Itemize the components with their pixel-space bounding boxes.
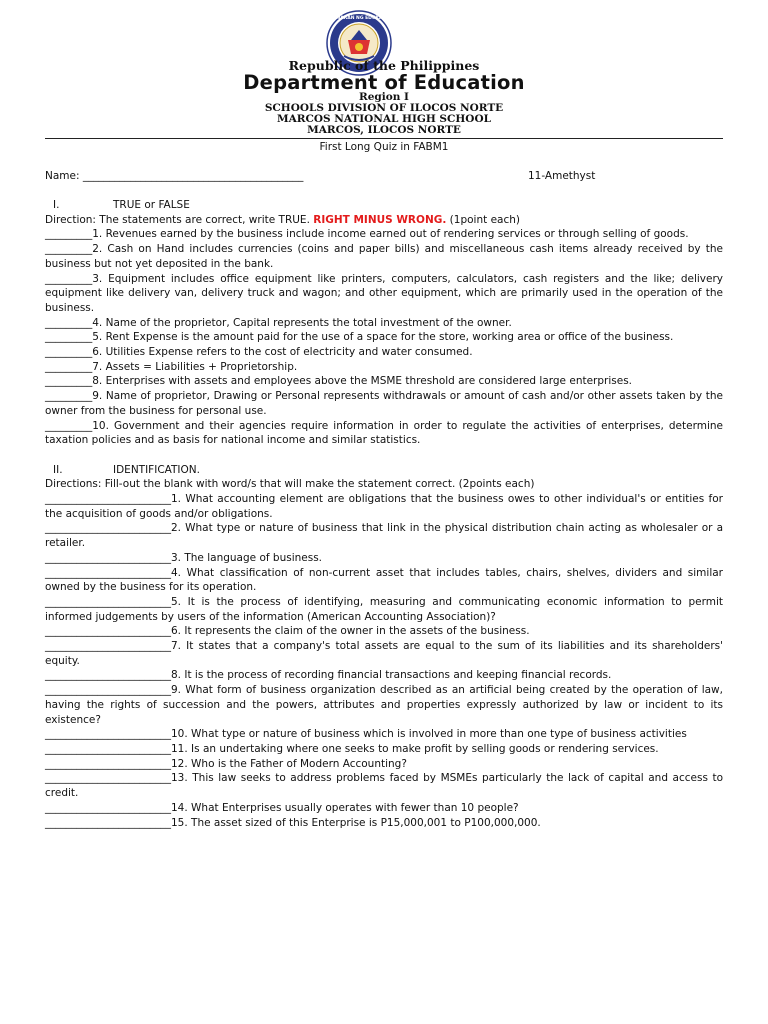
list-item: _________10. Government and their agencies require information in order to regulate the activities of enterprises, determine taxation policies and as basis for national income and similar statistics. (45, 419, 723, 447)
list-item: ________________________7. It states that a company's total assets are equal to the sum of its liabilities and its shareholders' equity. (45, 640, 723, 667)
header-divider (45, 138, 723, 139)
list-item: ________________________14. What Enterprises usually operates with fewer than 10 people? (45, 801, 519, 814)
svg-text:KAGAWARAN NG EDUKASYON: KAGAWARAN NG EDUKASYON (321, 16, 397, 21)
list-item: _________3. Equipment includes office equipment like printers, computers, calculators, cash registers and the like; delivery equipment like delivery van, delivery truck and wagon; and other equipment, which are primarily used in the operation of the business. (45, 272, 723, 314)
list-item: _________9. Name of proprietor, Drawing or Personal represents withdrawals or amount of cash and/or other assets taken by the owner from the business for personal use. (45, 390, 723, 417)
list-item: ________________________1. What accounting element are obligations that the business owes to other individual's or entities for the acquisition of goods and/or obligations. (45, 493, 723, 520)
list-item: ________________________8. It is the process of recording financial transactions and keeping financial records. (45, 669, 612, 682)
list-item: ________________________15. The asset sized of this Enterprise is P15,000,001 to P100,000,000. (45, 816, 541, 829)
school-line: MARCOS NATIONAL HIGH SCHOOL (277, 113, 491, 125)
list-item: _________5. Rent Expense is the amount paid for the use of a space for the store, working area or office of the business. (45, 331, 674, 344)
list-item: ________________________2. What type or nature of business that link in the physical distribution chain acting as wholesaler or a retailer. (45, 522, 723, 550)
list-item: ________________________9. What form of business organization described as an artificial being created by the operation of law, having the rights of succession and the powers, attributes and properties expressly authorized by law or incident to its existence? (45, 684, 723, 726)
scoring-rule: RIGHT MINUS WRONG. (313, 213, 447, 226)
letterhead (0, 59, 768, 136)
part1-heading (45, 198, 723, 213)
part1-number: I. (53, 199, 60, 211)
part2-title: IDENTIFICATION. (113, 463, 200, 476)
list-item: _________8. Enterprises with assets and employees above the MSME threshold are considered large enterprises. (45, 375, 633, 388)
list-item: ________________________6. It represents the claim of the owner in the assets of the business. (45, 625, 530, 638)
list-item: ________________________4. What classification of non-current asset that includes tables, chairs, shelves, dividers and similar owned by the business for its operation. (45, 566, 723, 594)
list-item: ________________________11. Is an undertaking where one seeks to make profit by selling goods or rendering services. (45, 743, 659, 755)
list-item: ________________________12. Who is the Father of Modern Accounting? (45, 757, 407, 770)
part2-items (45, 492, 723, 830)
list-item: _________4. Name of the proprietor, Capital represents the total investment of the owner. (45, 316, 512, 329)
republic-line: Republic of the Philippines (288, 58, 480, 73)
part2-direction: Directions: Fill-out the blank with word/s that will make the statement correct. (2points each) (45, 478, 535, 491)
list-item: ________________________10. What type or nature of business which is involved in more than one type of business activities (45, 728, 687, 741)
region-line: Region I (359, 91, 409, 103)
list-item: ________________________3. The language of business. (45, 551, 323, 564)
department-title: Department of Education (243, 70, 525, 94)
part1-title: TRUE or FALSE (113, 199, 190, 211)
part1-direction-text: Direction: The statements are correct, write TRUE. (45, 213, 314, 226)
quiz-body (45, 198, 723, 830)
list-item: _________6. Utilities Expense refers to the cost of electricity and water consumed. (45, 346, 473, 359)
list-item: _________1. Revenues earned by the business include income earned out of rendering services or through selling of goods. (45, 228, 689, 241)
section-label: 11-Amethyst (528, 170, 596, 182)
part2-number: II. (53, 463, 63, 476)
quiz-title: First Long Quiz in FABM1 (319, 141, 449, 153)
name-field-line: Name: __________________________________________ (45, 170, 304, 182)
list-item: ________________________5. It is the process of identifying, measuring and communicating economic information to permit informed judgements by users of the information (American Accounting Association)? (45, 595, 723, 623)
part1-direction (45, 213, 723, 228)
part1-points: (1point each) (446, 213, 520, 226)
part1-items (45, 227, 723, 448)
list-item: _________2. Cash on Hand includes currencies (coins and paper bills) and miscellaneous cash items already received by the business but not yet deposited in the bank. (45, 243, 723, 270)
section-spacer (45, 448, 723, 463)
list-item: _________7. Assets = Liabilities + Proprietorship. (45, 360, 298, 373)
part2-heading (45, 463, 723, 478)
location-line: MARCOS, ILOCOS NORTE (307, 124, 461, 136)
division-line: SCHOOLS DIVISION OF ILOCOS NORTE (264, 102, 504, 114)
list-item: ________________________13. This law seeks to address problems faced by MSMEs particularly the lack of capital and access to credit. (45, 772, 723, 800)
